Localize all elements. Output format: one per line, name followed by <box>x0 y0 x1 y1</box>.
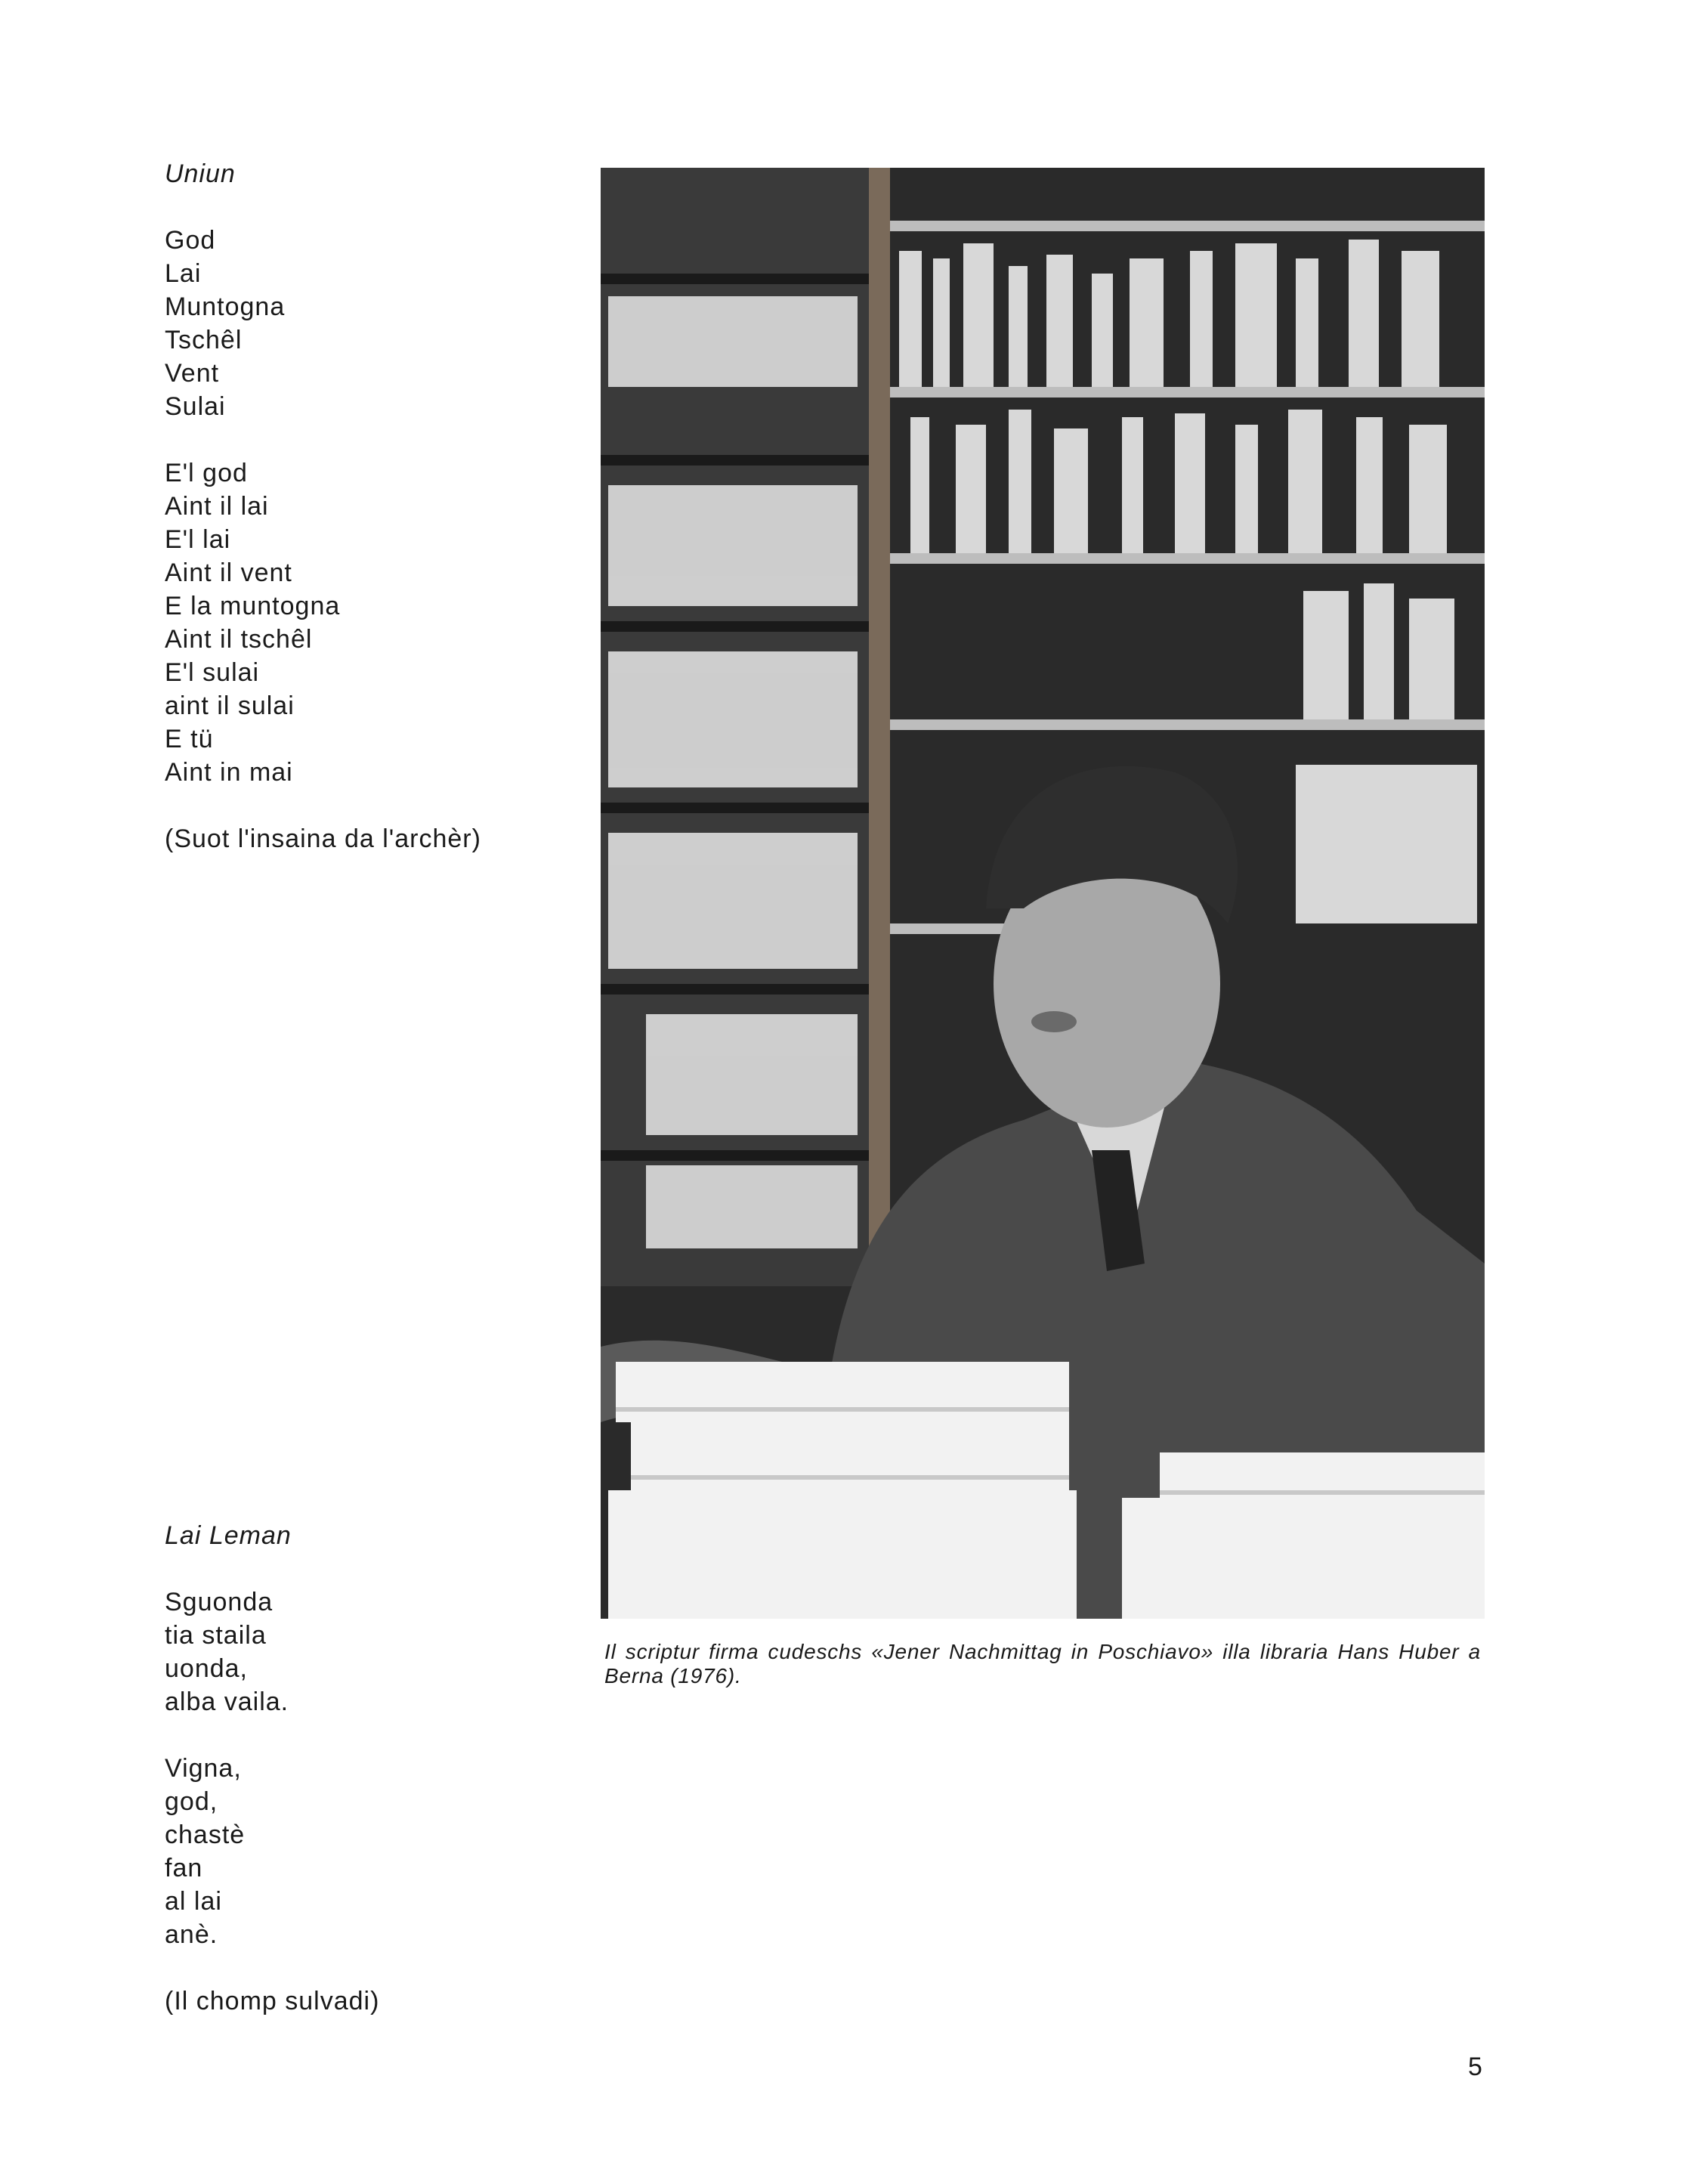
poem-line: Vigna, <box>165 1754 242 1783</box>
poem-line: Aint il tschêl <box>165 625 313 654</box>
poem-source: (Il chomp sulvadi) <box>165 1987 380 2015</box>
poem-line: alba vaila. <box>165 1687 289 1716</box>
poem-line: Aint in mai <box>165 758 293 787</box>
poem-line: uonda, <box>165 1654 248 1683</box>
poem-line: Aint il vent <box>165 558 292 587</box>
author-photo <box>601 168 1485 1619</box>
poem-line: chastè <box>165 1821 246 1849</box>
poem-uniun <box>165 157 481 855</box>
poem-line: Tschêl <box>165 326 243 354</box>
poem-line: tia staila <box>165 1621 267 1650</box>
poem-line: Muntogna <box>165 292 286 321</box>
poem-line: Sguonda <box>165 1588 274 1616</box>
photo-caption: Il scriptur firma cudeschs «Jener Nachmittag in Poschiavo» illa libraria Hans Huber a Berna (1976). <box>604 1640 1481 1687</box>
poem-line: God <box>165 226 216 255</box>
poem-line: E la muntogna <box>165 592 341 620</box>
poem-line: Vent <box>165 359 220 388</box>
poem-lai-leman <box>165 1519 379 2018</box>
poem-line: E tü <box>165 725 214 753</box>
stanza <box>165 1585 379 1718</box>
poem-source: (Suot l'insaina da l'archèr) <box>165 824 481 853</box>
poem-line: Lai <box>165 259 202 288</box>
poem-line: god, <box>165 1787 218 1816</box>
poem-line: Sulai <box>165 392 226 421</box>
stanza <box>165 1752 379 1951</box>
poem-line: E'l god <box>165 459 248 487</box>
poem-line: al lai <box>165 1887 222 1916</box>
photo-illustration <box>601 168 1485 1619</box>
poem-title: Lai Leman <box>165 1521 292 1550</box>
poem-line: E'l sulai <box>165 658 260 687</box>
poem-title: Uniun <box>165 159 236 188</box>
stanza <box>165 224 481 423</box>
stanza <box>165 456 481 789</box>
page-number: 5 <box>1468 2053 1482 2081</box>
poem-line: aint il sulai <box>165 691 295 720</box>
poem-line: Aint il lai <box>165 492 269 521</box>
poem-line: fan <box>165 1854 203 1882</box>
poem-line: anè. <box>165 1920 218 1949</box>
poem-line: E'l lai <box>165 525 231 554</box>
